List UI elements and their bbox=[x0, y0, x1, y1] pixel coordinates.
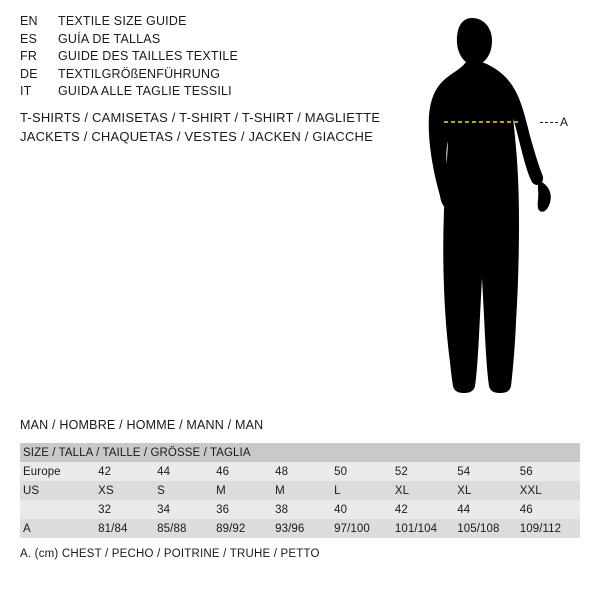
table-cell: 89/92 bbox=[214, 519, 273, 538]
table-header-label: SIZE / TALLA / TAILLE / GRÖSSE / TAGLIA bbox=[20, 443, 580, 462]
table-cell: 109/112 bbox=[518, 519, 580, 538]
language-code: DE bbox=[20, 66, 38, 81]
table-row bbox=[20, 462, 580, 481]
language-row bbox=[20, 14, 380, 32]
table-cell: 46 bbox=[518, 500, 580, 519]
table-cell: M bbox=[273, 481, 332, 500]
category-line-jackets: JACKETS / CHAQUETAS / VESTES / JACKEN / GIACCHE bbox=[20, 129, 374, 144]
table-cell: 36 bbox=[214, 500, 273, 519]
body-figure bbox=[400, 10, 600, 400]
table-cell: 81/84 bbox=[96, 519, 155, 538]
table-cell: 40 bbox=[332, 500, 393, 519]
table-cell: 97/100 bbox=[332, 519, 393, 538]
table-cell: 93/96 bbox=[273, 519, 332, 538]
language-row bbox=[20, 67, 380, 85]
measure-leader-line bbox=[540, 122, 558, 124]
table-cell: XL bbox=[455, 481, 517, 500]
language-code: FR bbox=[20, 49, 38, 63]
language-text: GUÍA DE TALLAS bbox=[58, 31, 161, 46]
table-cell: L bbox=[332, 481, 393, 500]
table-header-row bbox=[20, 443, 580, 462]
language-row bbox=[20, 49, 380, 67]
table-cell: 54 bbox=[455, 462, 517, 481]
language-text: TEXTILGRÖßENFÜHRUNG bbox=[58, 66, 221, 81]
row-label: A bbox=[20, 519, 96, 538]
language-list bbox=[20, 14, 380, 102]
table-cell: 42 bbox=[393, 500, 455, 519]
table-cell: 32 bbox=[96, 500, 155, 519]
table-cell: 85/88 bbox=[155, 519, 214, 538]
language-code: IT bbox=[20, 84, 32, 98]
table-cell: XS bbox=[96, 481, 155, 500]
male-body-silhouette-icon bbox=[400, 10, 600, 400]
row-label: US bbox=[20, 481, 96, 500]
table-cell: 46 bbox=[214, 462, 273, 481]
row-label: Europe bbox=[20, 462, 96, 481]
language-text: GUIDE DES TAILLES TEXTILE bbox=[58, 49, 239, 63]
table-cell: 105/108 bbox=[455, 519, 517, 538]
table-cell: 101/104 bbox=[393, 519, 455, 538]
table-cell: XL bbox=[393, 481, 455, 500]
table-row bbox=[20, 500, 580, 519]
language-code: ES bbox=[20, 31, 38, 46]
language-text: TEXTILE SIZE GUIDE bbox=[58, 14, 187, 28]
table-cell: 42 bbox=[96, 462, 155, 481]
table-cell: 44 bbox=[455, 500, 517, 519]
table-title: MAN / HOMBRE / HOMME / MANN / MAN bbox=[20, 418, 264, 432]
table-cell: 44 bbox=[155, 462, 214, 481]
measure-label-a: A bbox=[560, 115, 569, 129]
language-code: EN bbox=[20, 14, 38, 28]
language-row bbox=[20, 32, 380, 50]
table-row bbox=[20, 519, 580, 538]
language-text: GUIDA ALLE TAGLIE TESSILI bbox=[58, 84, 232, 98]
row-label bbox=[20, 500, 96, 519]
table-cell: 34 bbox=[155, 500, 214, 519]
table-cell: S bbox=[155, 481, 214, 500]
category-line-tshirts: T-SHIRTS / CAMISETAS / T-SHIRT / T-SHIRT / MAGLIETTE bbox=[20, 110, 381, 125]
table-cell: 52 bbox=[393, 462, 455, 481]
table-cell: XXL bbox=[518, 481, 580, 500]
table-cell: 56 bbox=[518, 462, 580, 481]
category-list bbox=[20, 110, 440, 148]
language-row bbox=[20, 84, 380, 102]
size-table bbox=[20, 443, 580, 538]
table-row bbox=[20, 481, 580, 500]
table-cell: 48 bbox=[273, 462, 332, 481]
footnote: A. (cm) CHEST / PECHO / POITRINE / TRUHE / PETTO bbox=[20, 548, 320, 560]
table-cell: 38 bbox=[273, 500, 332, 519]
table-cell: 50 bbox=[332, 462, 393, 481]
table-cell: M bbox=[214, 481, 273, 500]
